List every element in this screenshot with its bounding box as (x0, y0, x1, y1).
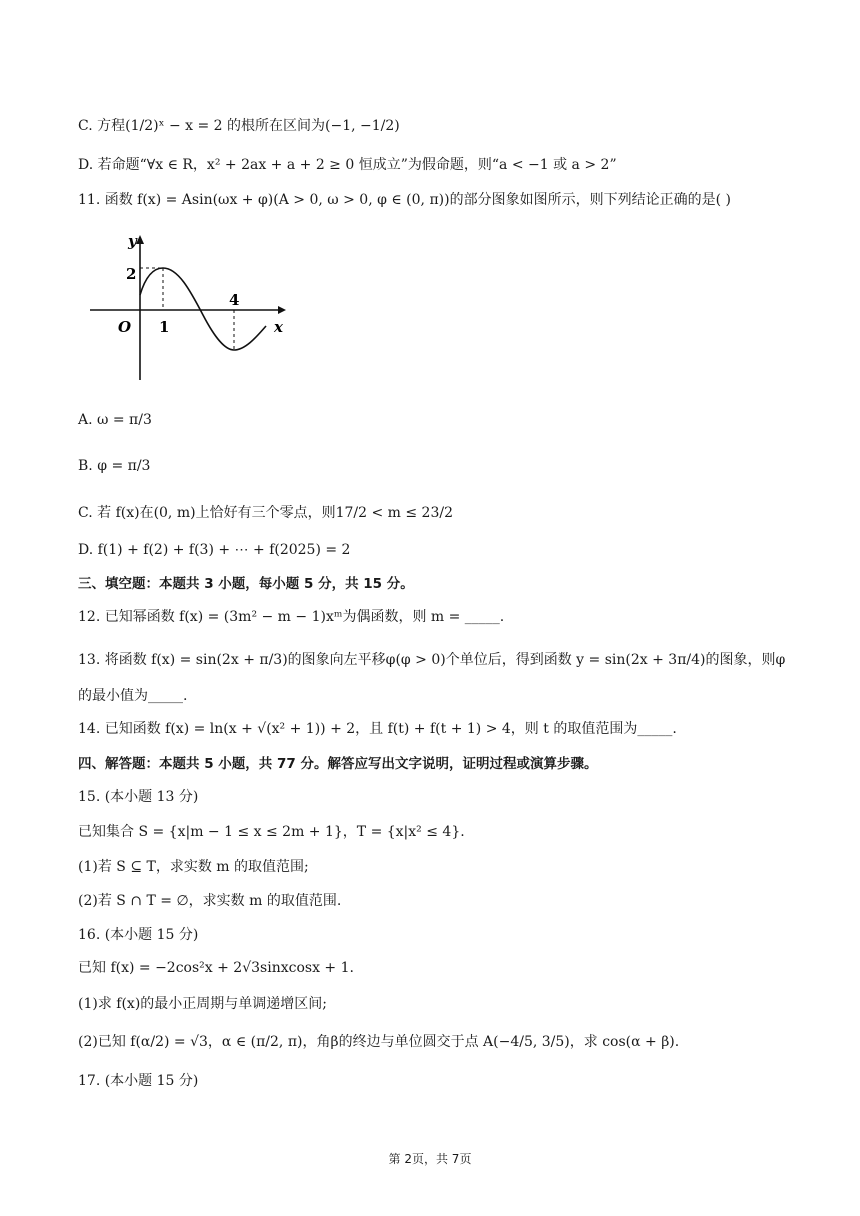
question-15-part1: (1)若 S ⊆ T，求实数 m 的取值范围; (78, 859, 309, 875)
question-15-body: 已知集合 S = {x|m − 1 ≤ x ≤ 2m + 1}，T = {x|x² ≤ 4}. (78, 824, 465, 840)
line-d-option: D. 若命题“∀x ∈ R，x² + 2ax + a + 2 ≥ 0 恒成立”为假命题，则“a < −1 或 a > 2” (78, 157, 617, 173)
option-d: D. f(1) + f(2) + f(3) + ⋯ + f(2025) = 2 (78, 542, 351, 558)
peak-value-label: 2 (126, 265, 137, 283)
question-15-part2: (2)若 S ∩ T = ∅，求实数 m 的取值范围. (78, 893, 342, 909)
question-13: 13. 将函数 f(x) = sin(2x + π/3)的图象向左平移φ(φ > 0)个单位后，得到函数 y = sin(2x + 3π/4)的图象，则φ (78, 652, 786, 668)
question-16-body: 已知 f(x) = −2cos²x + 2√3sinxcosx + 1. (78, 960, 354, 976)
question-16-part2: (2)已知 f(α/2) = √3，α ∈ (π/2, π)，角β的终边与单位圆交于点 A(−4/5, 3/5)，求 cos(α + β). (78, 1034, 680, 1050)
option-a: A. ω = π/3 (78, 412, 152, 428)
x1-label: 1 (159, 318, 170, 336)
y-axis-arrow (136, 235, 144, 244)
option-c: C. 若 f(x)在(0, m)上恰好有三个零点，则17/2 < m ≤ 23/2 (78, 505, 453, 521)
sine-curve (140, 268, 266, 350)
option-b: B. φ = π/3 (78, 458, 151, 474)
line-c-option: C. 方程(1/2)ˣ − x = 2 的根所在区间为(−1, −1/2) (78, 118, 400, 134)
section-3-heading: 三、填空题：本题共 3 小题，每小题 5 分，共 15 分。 (78, 576, 414, 592)
x-axis-label: x (274, 318, 283, 336)
question-16-header: 16. (本小题 15 分) (78, 927, 199, 943)
question-15-header: 15. (本小题 13 分) (78, 789, 199, 805)
x4-label: 4 (229, 291, 240, 309)
question-17-header: 17. (本小题 15 分) (78, 1073, 199, 1089)
x-axis-arrow (278, 306, 286, 314)
section-4-heading: 四、解答题：本题共 5 小题，共 77 分。解答应写出文字说明，证明过程或演算步骤。 (78, 756, 598, 772)
origin-label: O (118, 318, 132, 336)
question-16-part1: (1)求 f(x)的最小正周期与单调递增区间; (78, 996, 327, 1012)
sine-graph (88, 230, 298, 385)
question-11: 11. 函数 f(x) = Asin(ωx + φ)(A > 0, ω > 0, φ ∈ (0, π))的部分图象如图所示，则下列结论正确的是( ) (78, 192, 731, 208)
question-13-cont: 的最小值为_____. (78, 688, 188, 704)
question-12: 12. 已知幂函数 f(x) = (3m² − m − 1)xᵐ为偶函数，则 m = _____. (78, 609, 505, 625)
question-14: 14. 已知函数 f(x) = ln(x + √(x² + 1)) + 2，且 f(t) + f(t + 1) > 4，则 t 的取值范围为_____. (78, 721, 677, 737)
page-footer: 第 2页，共 7页 (388, 1152, 472, 1166)
y-axis-label: y (128, 232, 137, 250)
